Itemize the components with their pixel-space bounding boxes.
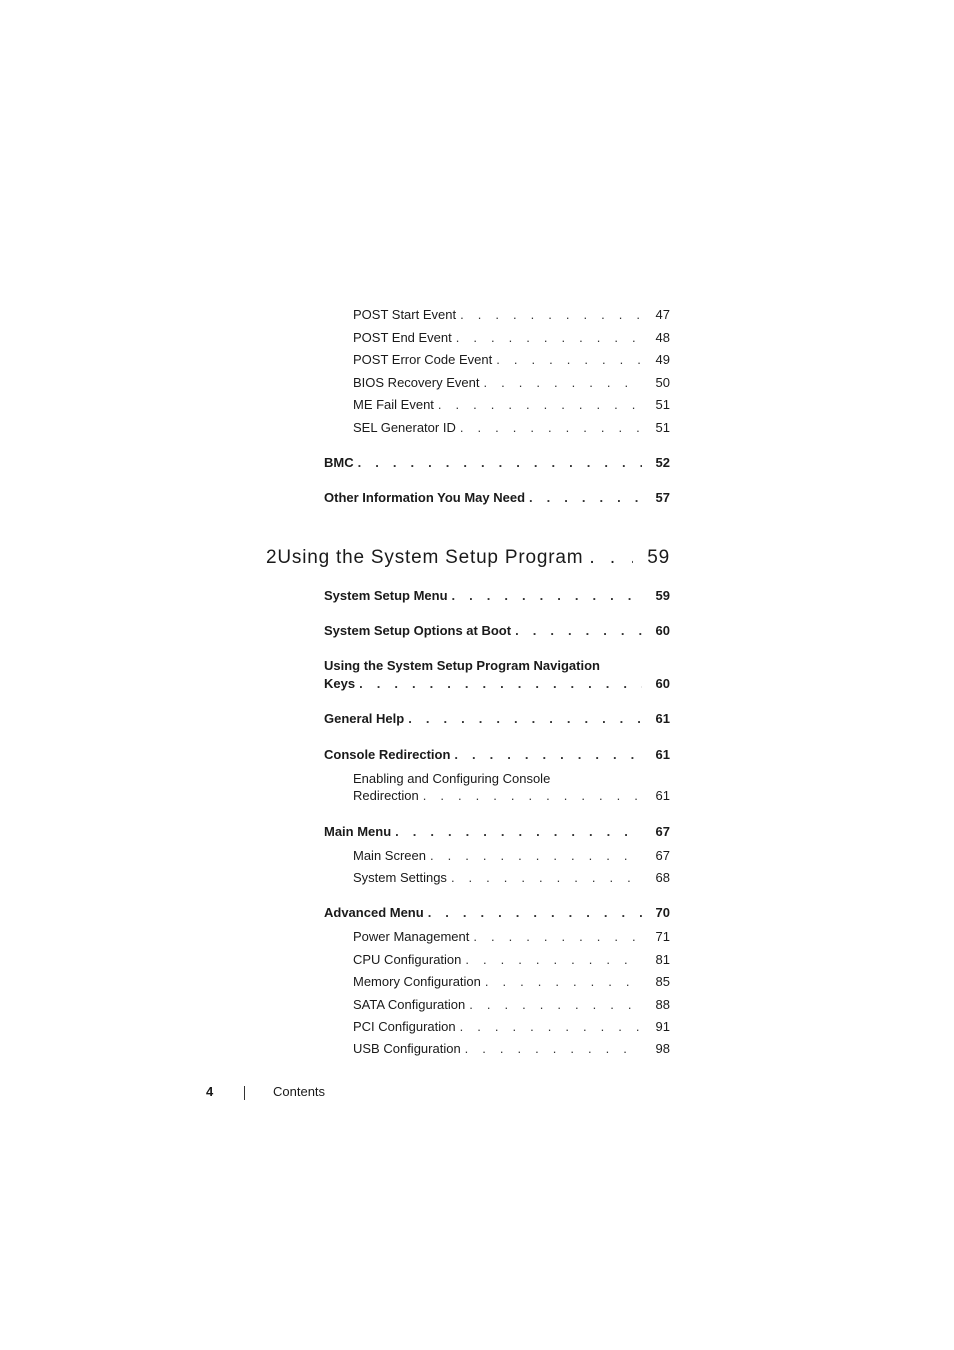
toc-leader-dots [456,420,642,436]
toc-leader-dots [492,352,642,368]
toc-entry[interactable] [324,588,670,604]
toc-entry-page: 61 [655,788,670,803]
toc-entry[interactable] [324,623,670,639]
toc-entry[interactable] [353,375,670,391]
toc-entry-page: 81 [655,952,670,967]
toc-entry-title: General Help [324,711,405,726]
toc-leader-dots [419,788,642,804]
toc-leader-dots [452,330,642,346]
toc-entry-title: Other Information You May Need [324,490,526,505]
toc-entry-title: Advanced Menu [324,905,424,920]
toc-entry[interactable] [353,397,670,413]
toc-entry[interactable] [353,997,670,1013]
toc-entry[interactable] [324,711,670,727]
toc-leader-dots [354,455,642,471]
toc-entry[interactable] [353,1041,670,1057]
toc-entry[interactable] [353,974,670,990]
toc-entry-title: Main Menu [324,824,392,839]
footer-label: Contents [273,1084,326,1099]
toc-leader-dots [469,929,642,945]
toc-entry[interactable] [324,747,670,763]
toc-leader-dots [355,676,642,692]
toc-entry-page: 52 [655,455,670,470]
toc-entry-title: Main Screen [353,848,426,863]
toc-entry-title-line1: Using the System Setup Program Navigation [324,658,600,673]
toc-entry[interactable] [353,352,670,368]
toc-leader-dots [461,952,642,968]
toc-entry-title: Console Redirection [324,747,451,762]
toc-entry-page: 61 [655,747,670,762]
toc-entry-page: 85 [655,974,670,989]
toc-entry[interactable] [324,824,670,840]
toc-entry-title: BIOS Recovery Event [353,375,480,390]
toc-entry-page: 59 [655,588,670,603]
toc-entry[interactable] [324,905,670,921]
toc-entry-title: POST End Event [353,330,452,345]
footer-separator [244,1086,245,1100]
toc-leader-dots [434,397,642,413]
toc-leader-dots [424,905,642,921]
toc-leader-dots [404,711,642,727]
toc-leader-dots [461,1041,642,1057]
toc-entry-page: 60 [655,676,670,691]
toc-entry-title-line2: Redirection [353,788,419,803]
toc-leader-dots [479,375,642,391]
toc-leader-dots [450,747,642,763]
toc-entry-title: POST Error Code Event [353,352,493,367]
toc-entry-title: USB Configuration [353,1041,461,1056]
chapter-title: Using the System Setup Program [277,547,584,568]
toc-entry-page: 47 [655,307,670,322]
toc-entry-title: PCI Configuration [353,1019,456,1034]
toc-entry[interactable] [353,330,670,346]
chapter-number: 2 [266,547,278,568]
toc-leader-dots [465,997,642,1013]
toc-entry-page: 48 [655,330,670,345]
toc-entry-page: 49 [655,352,670,367]
toc-entry-title: CPU Configuration [353,952,462,967]
toc-entry-page: 70 [655,905,670,920]
toc-entry-page: 50 [655,375,670,390]
toc-leader-dots [583,546,633,570]
toc-entry[interactable] [324,455,670,471]
toc-entry[interactable] [353,307,670,323]
toc-entry-page: 88 [655,997,670,1012]
toc-leader-dots [391,824,642,840]
toc-leader-dots [447,870,642,886]
toc-entry-title: POST Start Event [353,307,457,322]
chapter-heading[interactable] [266,546,670,570]
toc-entry-title-line1: Enabling and Configuring Console [353,771,551,786]
toc-entry-title: Power Management [353,929,470,944]
toc-entry[interactable] [353,1019,670,1035]
toc-entry-page: 51 [655,420,670,435]
toc-entry-page: 91 [655,1019,670,1034]
toc-entry[interactable] [324,676,670,692]
toc-entry-page: 61 [655,711,670,726]
toc-entry-page: 98 [655,1041,670,1056]
toc-entry-page: 71 [655,929,670,944]
toc-leader-dots [448,588,642,604]
toc-leader-dots [481,974,642,990]
toc-entry-title: System Settings [353,870,447,885]
toc-entry-page: 67 [655,848,670,863]
toc-entry-title: SATA Configuration [353,997,466,1012]
toc-entry-page: 57 [655,490,670,505]
toc-entry[interactable] [324,490,670,506]
toc-entry-page: 68 [655,870,670,885]
toc-leader-dots [426,848,642,864]
toc-entry-page: 60 [655,623,670,638]
toc-entry-page: 51 [655,397,670,412]
toc-entry-title: BMC [324,455,354,470]
toc-entry-title: ME Fail Event [353,397,434,412]
footer-page-number: 4 [206,1084,214,1099]
toc-entry-page: 67 [655,824,670,839]
toc-entry[interactable] [353,870,670,886]
toc-entry-title: Memory Configuration [353,974,481,989]
toc-entry-title-line2: Keys [324,676,356,691]
toc-entry-title: System Setup Options at Boot [324,623,512,638]
toc-leader-dots [456,1019,642,1035]
toc-leader-dots [525,490,642,506]
toc-entry-title: SEL Generator ID [353,420,456,435]
toc-entry[interactable] [353,848,670,864]
toc-entry[interactable] [353,420,670,436]
toc-entry[interactable] [353,929,670,945]
toc-leader-dots [511,623,642,639]
toc-entry[interactable] [353,788,670,804]
toc-leader-dots [456,307,642,323]
toc-entry-title: System Setup Menu [324,588,448,603]
toc-entry[interactable] [353,952,670,968]
chapter-page: 59 [647,547,670,568]
